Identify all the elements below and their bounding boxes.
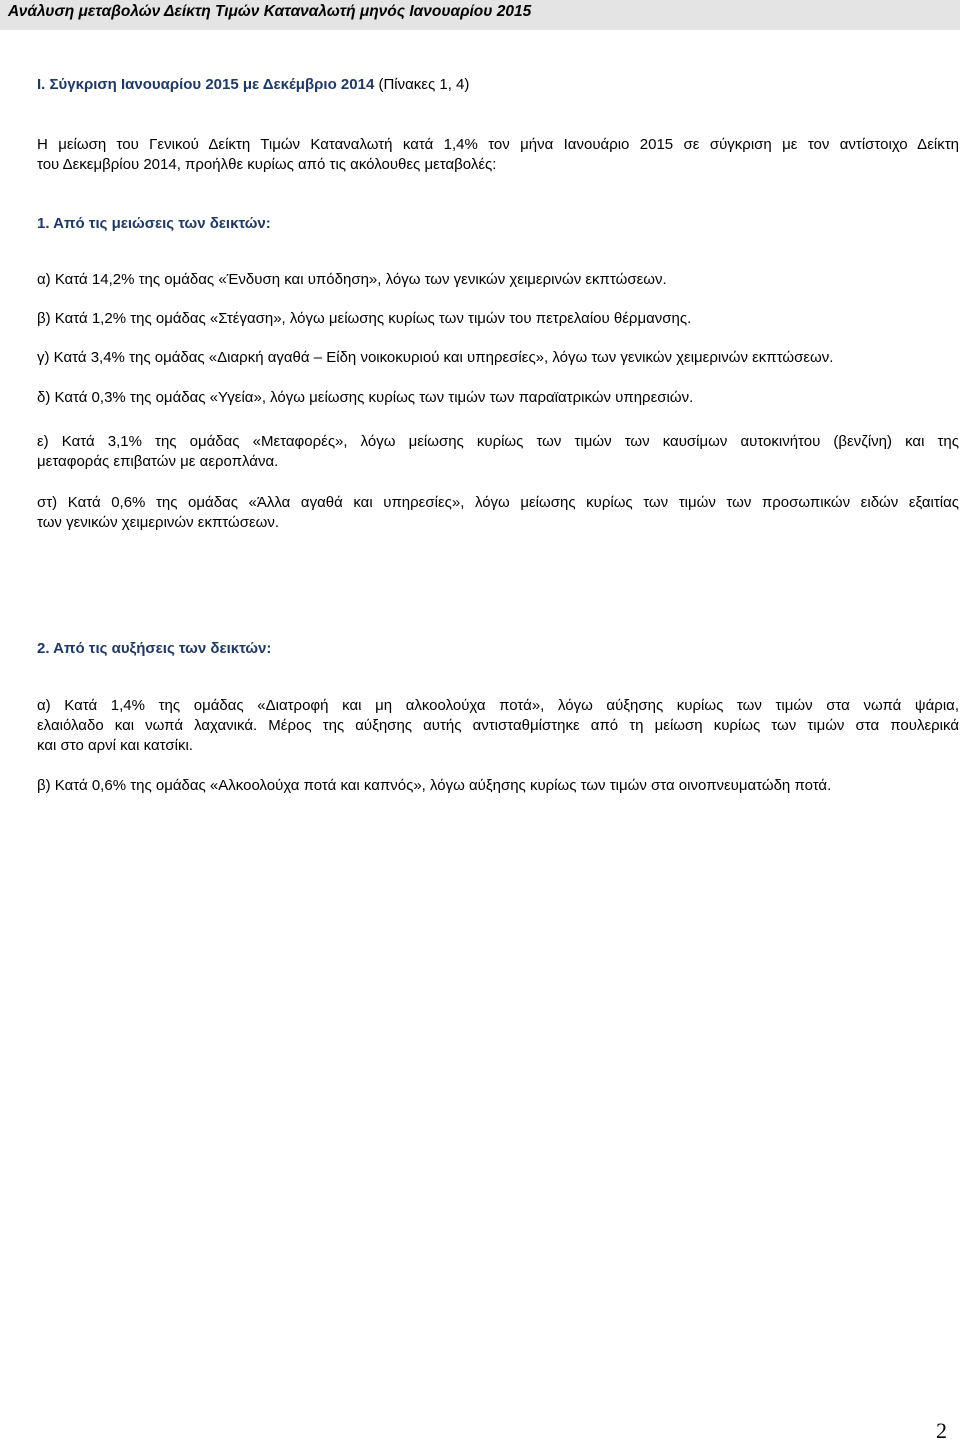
- section-heading: [37, 76, 469, 93]
- page-number: 2: [936, 1418, 947, 1443]
- document-title: Ανάλυση μεταβολών Δείκτη Τιμών Καταναλωτή μηνός Ιανουαρίου 2015: [8, 3, 532, 20]
- increase-item-b: β) Κατά 0,6% της ομάδας «Αλκοολούχα ποτά και καπνός», λόγω αύξησης κυρίως των τιμών στα οινοπνευματώδη ποτά.: [37, 777, 832, 794]
- decrease-item-e-line-2: μεταφοράς επιβατών με αεροπλάνα.: [37, 453, 279, 470]
- decrease-item-b: β) Κατά 1,2% της ομάδας «Στέγαση», λόγω μείωσης κυρίως των τιμών του πετρελαίου θέρμανσης.: [37, 310, 692, 327]
- decrease-item-st-line-2: των γενικών χειμερινών εκπτώσεων.: [37, 514, 280, 531]
- increase-item-a-line-3: και στο αρνί και κατσίκι.: [37, 737, 193, 754]
- increase-item-a-line-1: α) Κατά 1,4% της ομάδας «Διατροφή και μη αλκοολούχα ποτά», λόγω αύξησης κυρίως των τιμών στα νωπά ψάρια,: [37, 697, 959, 714]
- page-header: [0, 0, 960, 30]
- decrease-item-c: γ) Κατά 3,4% της ομάδας «Διαρκή αγαθά – Είδη νοικοκυριού και υπηρεσίες», λόγω των γενικών χειμερινών εκπτώσεων.: [37, 349, 834, 366]
- decrease-item-d: δ) Κατά 0,3% της ομάδας «Υγεία», λόγω μείωσης κυρίως των τιμών των παραϊατρικών υπηρεσιών.: [37, 389, 694, 406]
- section-heading-reference: (Πίνακες 1, 4): [374, 76, 470, 93]
- decrease-item-e-line-1: ε) Κατά 3,1% της ομάδας «Μεταφορές», λόγω μείωσης κυρίως των τιμών των καυσίμων αυτοκινήτου (βενζίνη) και της: [37, 433, 959, 450]
- intro-line-2: του Δεκεμβρίου 2014, προήλθε κυρίως από τις ακόλουθες μεταβολές:: [37, 156, 497, 173]
- decreases-heading: 1. Από τις μειώσεις των δεικτών:: [37, 215, 271, 232]
- decrease-item-a: α) Κατά 14,2% της ομάδας «Ένδυση και υπόδηση», λόγω των γενικών χειμερινών εκπτώσεων.: [37, 271, 667, 288]
- decrease-item-st-line-1: στ) Κατά 0,6% της ομάδας «Άλλα αγαθά και υπηρεσίες», λόγω μείωσης κυρίως των τιμών των προσωπικών ειδών εξαιτίας: [37, 494, 959, 511]
- increases-heading: 2. Από τις αυξήσεις των δεικτών:: [37, 640, 272, 657]
- section-heading-bold: I. Σύγκριση Ιανουαρίου 2015 με Δεκέμβριο 2014: [37, 76, 375, 93]
- increase-item-a-line-2: ελαιόλαδο και νωπά λαχανικά. Μέρος της αύξησης αυτής αντισταθμίστηκε από τη μείωση κυρίως των τιμών στα πουλερικά: [37, 717, 959, 734]
- intro-line-1: Η μείωση του Γενικού Δείκτη Τιμών Καταναλωτή κατά 1,4% τον μήνα Ιανουάριο 2015 σε σύγκριση με τον αντίστοιχο Δείκτη: [37, 136, 959, 153]
